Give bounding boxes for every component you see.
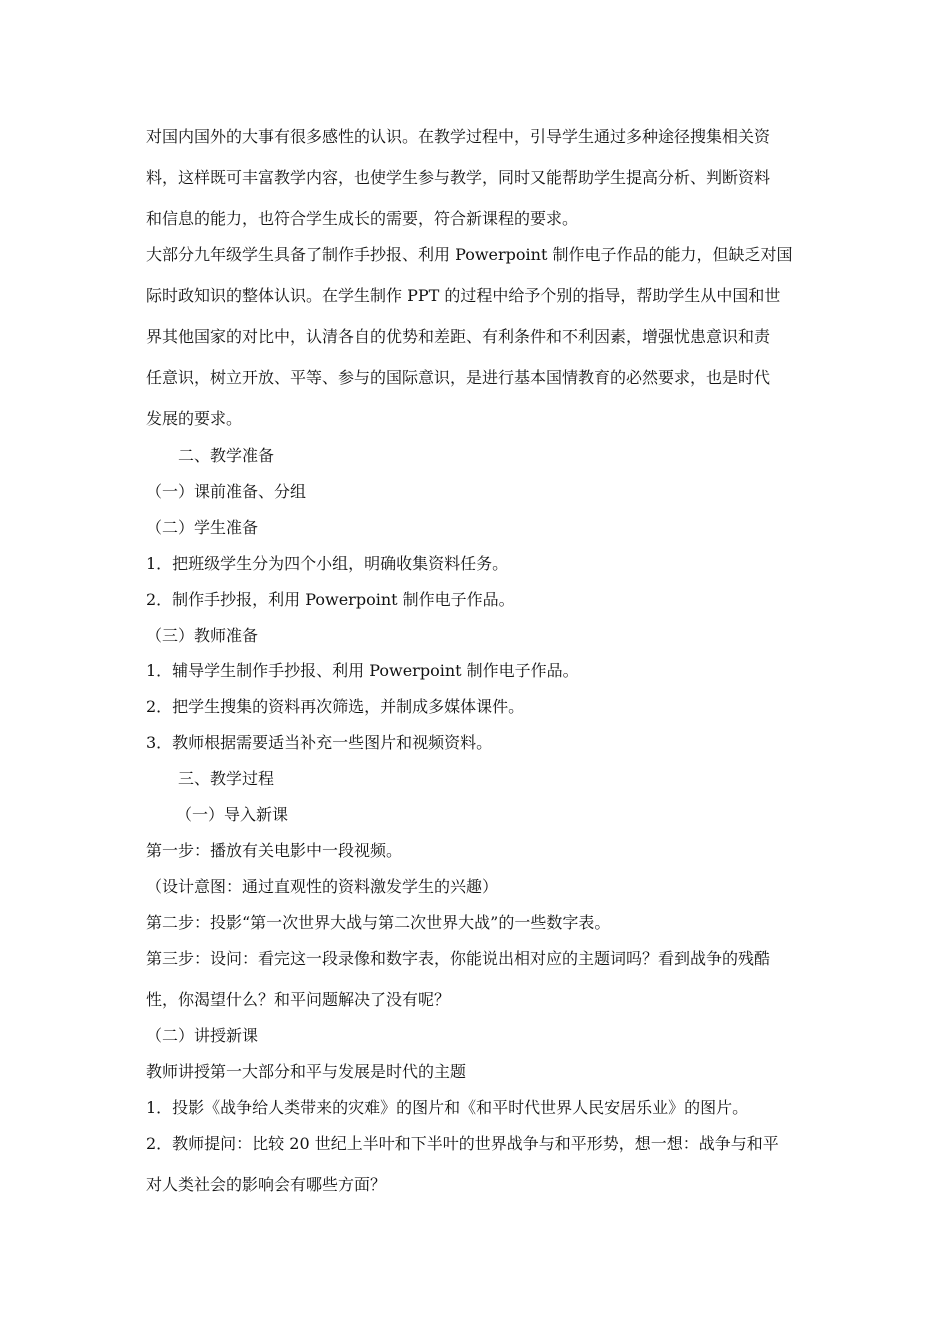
list-item: 3．教师根据需要适当补充一些图片和视频资料。 xyxy=(146,733,493,752)
paragraph-line: 和信息的能力，也符合学生成长的需要，符合新课程的要求。 xyxy=(146,209,579,228)
paragraph-line: 对国内国外的大事有很多感性的认识。在教学过程中，引导学生通过多种途径搜集相关资 xyxy=(146,127,771,146)
subsection-heading: （一）课前准备、分组 xyxy=(146,482,307,501)
paragraph-line: 第三步：设问：看完这一段录像和数字表，你能说出相对应的主题词吗？看到战争的残酷 xyxy=(146,949,771,968)
section-heading: 二、教学准备 xyxy=(178,446,275,465)
paragraph-line: 第二步：投影“第一次世界大战与第二次世界大战”的一些数字表。 xyxy=(146,913,611,932)
list-item: 1．把班级学生分为四个小组，明确收集资料任务。 xyxy=(146,554,509,573)
paragraph-line: 教师讲授第一大部分和平与发展是时代的主题 xyxy=(146,1062,467,1081)
list-item: 1．辅导学生制作手抄报、利用 Powerpoint 制作电子作品。 xyxy=(146,661,579,680)
subsection-heading: （二）学生准备 xyxy=(146,518,259,537)
paragraph-line: 性，你渴望什么？和平问题解决了没有呢？ xyxy=(146,990,451,1009)
subsection-heading: （一）导入新课 xyxy=(176,805,289,824)
paragraph-line: 料，这样既可丰富教学内容，也使学生参与教学，同时又能帮助学生提高分析、判断资料 xyxy=(146,168,771,187)
list-item: 2．制作手抄报，利用 Powerpoint 制作电子作品。 xyxy=(146,590,515,609)
subsection-heading: （三）教师准备 xyxy=(146,626,259,645)
paragraph-line: 发展的要求。 xyxy=(146,409,243,428)
paragraph-line: （设计意图：通过直观性的资料激发学生的兴趣） xyxy=(146,877,499,896)
list-item: 2．把学生搜集的资料再次筛选，并制成多媒体课件。 xyxy=(146,697,525,716)
paragraph-line: 大部分九年级学生具备了制作手抄报、利用 Powerpoint 制作电子作品的能力，但缺乏对国 xyxy=(146,245,793,264)
subsection-heading: （二）讲授新课 xyxy=(146,1026,259,1045)
section-heading: 三、教学过程 xyxy=(178,769,275,788)
list-item: 2．教师提问：比较 20 世纪上半叶和下半叶的世界战争与和平形势，想一想：战争与和平 xyxy=(146,1134,779,1153)
paragraph-line: 第一步：播放有关电影中一段视频。 xyxy=(146,841,403,860)
paragraph-line: 界其他国家的对比中，认清各自的优势和差距、有利条件和不利因素，增强忧患意识和责 xyxy=(146,327,771,346)
paragraph-line: 际时政知识的整体认识。在学生制作 PPT 的过程中给予个别的指导，帮助学生从中国和世 xyxy=(146,286,781,305)
paragraph-line: 任意识，树立开放、平等、参与的国际意识，是进行基本国情教育的必然要求，也是时代 xyxy=(146,368,771,387)
paragraph-line: 对人类社会的影响会有哪些方面？ xyxy=(146,1175,387,1194)
list-item: 1．投影《战争给人类带来的灾难》的图片和《和平时代世界人民安居乐业》的图片。 xyxy=(146,1098,749,1117)
